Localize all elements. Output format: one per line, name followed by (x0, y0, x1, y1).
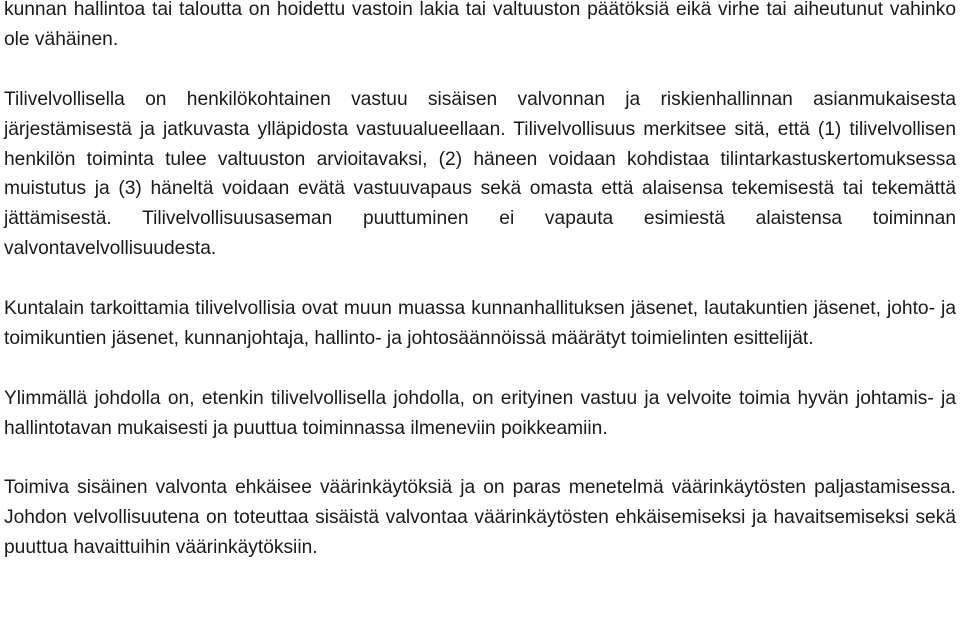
paragraph-accountability: Tilivelvollisella on henkilökohtainen vastuu sisäisen valvonnan ja riskienhallinnan asianmukaisesta järjestämisestä ja jatkuvasta ylläpidosta vastuualueellaan. Tilivelvollisuus merkitsee sitä, että (1) tilivelvollisen henkilön toiminta tulee valtuuston arvioitavaksi, (2) häneen voidaan kohdistaa tilintarkastuskertomuksessa muistutus ja (3) häneltä voidaan evätä vastuuvapaus sekä omasta että alaisensa tekemisestä tai tekemättä jättämisestä. Tilivelvollisuusaseman puuttuminen ei vapauta esimiestä alaistensa toiminnan valvontavelvollisuudesta. (4, 88, 956, 260)
paragraph-top-management: Ylimmällä johdolla on, etenkin tilivelvollisella johdolla, on erityinen vastuu ja velvoite toimia hyvän johtamis- ja hallintotavan mukaisesti ja puuttua toiminnassa ilmeneviin poikkeamiin. (4, 387, 956, 439)
paragraph-continued-from-previous-page: kunnan hallintoa tai taloutta on hoidettu vastoin lakia tai valtuuston päätöksiä eikä virhe tai aiheutunut vahinko ole vähäinen. (4, 0, 956, 50)
document-page (4, 0, 956, 563)
paragraph-internal-control: Toimiva sisäinen valvonta ehkäisee väärinkäytöksiä ja on paras menetelmä väärinkäytösten paljastamisessa. Johdon velvollisuutena on toteuttaa sisäistä valvontaa väärinkäytösten ehkäisemiseksi ja havaitsemiseksi sekä puuttua havaittuihin väärinkäytöksiin. (4, 477, 956, 559)
paragraph-accountable-persons: Kuntalain tarkoittamia tilivelvollisia ovat muun muassa kunnanhallituksen jäsenet, lautakuntien jäsenet, johto- ja toimikuntien jäsenet, kunnanjohtaja, hallinto- ja johtosäännöissä määrätyt toimielinten esittelijät. (4, 298, 956, 349)
